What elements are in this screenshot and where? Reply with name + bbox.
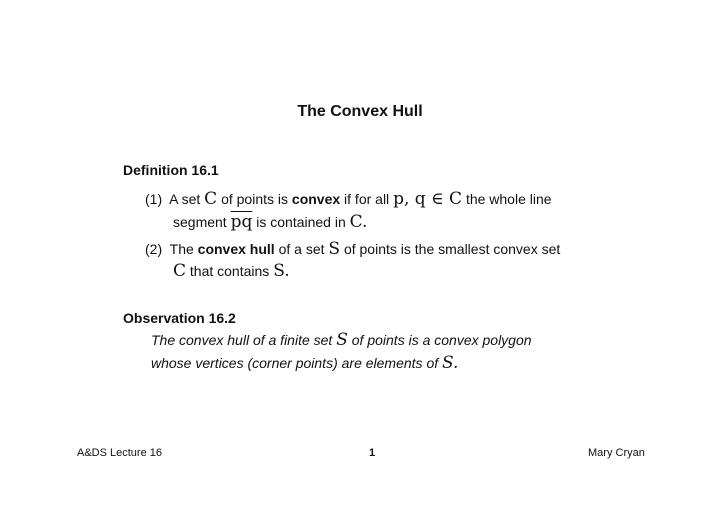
definition-item-2-line-2 (173, 261, 290, 281)
observation-line-2 (151, 353, 458, 373)
item-1-text: segment (173, 214, 227, 230)
item-1-text: the whole line (465, 191, 552, 207)
math-set-s: S. (273, 261, 290, 281)
observation-text: The convex hull of a finite set (151, 332, 333, 348)
math-set-c: C (204, 189, 218, 209)
term-convex-hull: convex hull (197, 241, 275, 257)
observation-line-1 (151, 330, 532, 350)
math-set-s: S. (442, 353, 459, 373)
footer-page-number: 1 (369, 447, 376, 459)
item-2-number: (2) (145, 241, 163, 257)
slide-title: The Convex Hull (297, 103, 423, 120)
footer-author: Mary Cryan (588, 447, 645, 459)
item-1-number: (1) (145, 191, 163, 207)
definition-item-2-line-1 (145, 239, 560, 259)
observation-text: whose vertices (corner points) are elements of (151, 355, 439, 371)
item-1-text: A set (169, 191, 201, 207)
item-2-text: of a set (278, 241, 325, 257)
math-set-s: S (336, 330, 348, 350)
item-1-text: is contained in (256, 214, 346, 230)
footer-course-label: A&DS Lecture 16 (77, 447, 162, 459)
item-2-text: of points is the smallest convex set (343, 241, 561, 257)
term-convex: convex (291, 191, 341, 207)
definition-item-1-line-1 (145, 189, 552, 209)
item-2-text: that contains (189, 263, 270, 279)
item-1-text: of points is (221, 191, 289, 207)
observation-text: of points is a convex polygon (351, 332, 532, 348)
math-p-q-in-c: p, q ∈ C (393, 189, 463, 209)
item-1-text: if for all (344, 191, 390, 207)
math-set-c: C. (349, 212, 368, 232)
math-set-c: C (173, 261, 187, 281)
definition-item-1-line-2 (173, 212, 367, 232)
math-set-s: S (328, 239, 341, 259)
item-2-text: The (169, 241, 194, 257)
observation-heading: Observation 16.2 (123, 310, 236, 326)
definition-heading: Definition 16.1 (123, 162, 219, 178)
math-segment-pq: $\overline{pq}$ (230, 212, 253, 232)
